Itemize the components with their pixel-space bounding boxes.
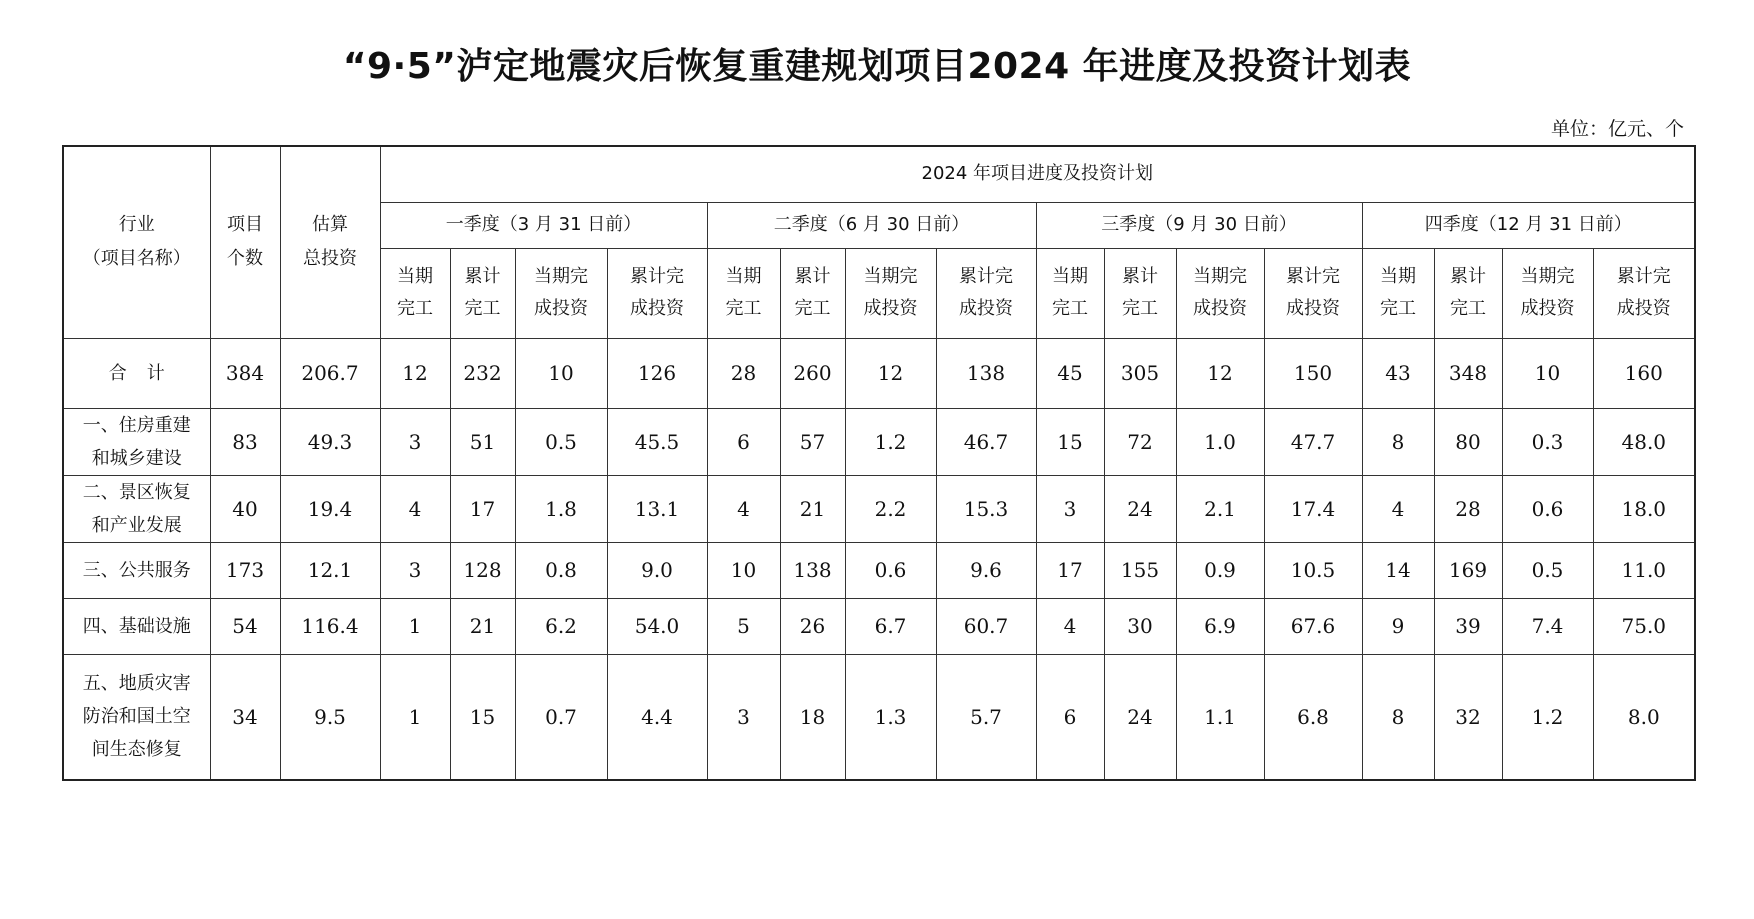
header-subcolumn-line: 累计完 (1286, 266, 1340, 287)
row-value-cell: 18.0 (1593, 475, 1695, 542)
header-subcolumn (1036, 248, 1104, 338)
header-subcolumn-line: 完工 (1450, 298, 1486, 319)
header-subcolumn-line: 当期 (397, 266, 433, 287)
header-subcolumn (1176, 248, 1264, 338)
row-estimated-investment: 49.3 (280, 408, 380, 475)
row-industry-name-line: 防治和国土空 (82, 706, 191, 728)
row-value-cell: 46.7 (936, 408, 1036, 475)
row-industry-name (63, 542, 210, 598)
row-value-cell: 1 (380, 654, 450, 780)
header-subcolumn-line: 累计 (464, 266, 501, 287)
row-value-cell: 26 (780, 598, 845, 654)
row-value-cell: 0.5 (1502, 542, 1593, 598)
header-subcolumn-line: 完工 (397, 298, 433, 319)
row-estimated-investment: 12.1 (280, 542, 380, 598)
row-value-cell: 54.0 (607, 598, 707, 654)
row-value-cell: 160 (1593, 338, 1695, 408)
row-value-cell: 1.0 (1176, 408, 1264, 475)
row-project-count: 54 (210, 598, 280, 654)
header-subcolumn-line: 成投资 (959, 298, 1013, 319)
row-value-cell: 6.7 (845, 598, 936, 654)
row-value-cell: 169 (1434, 542, 1502, 598)
row-value-cell: 32 (1434, 654, 1502, 780)
row-value-cell: 14 (1362, 542, 1434, 598)
row-value-cell: 47.7 (1264, 408, 1362, 475)
header-subcolumn (607, 248, 707, 338)
table-row (63, 542, 1695, 598)
table-row (63, 338, 1695, 408)
row-value-cell: 80 (1434, 408, 1502, 475)
row-value-cell: 15 (1036, 408, 1104, 475)
row-value-cell: 6.8 (1264, 654, 1362, 780)
row-industry-name (63, 338, 210, 408)
header-count (210, 146, 280, 338)
row-value-cell: 6 (707, 408, 780, 475)
row-value-cell: 10 (707, 542, 780, 598)
header-subcolumn-line: 累计完 (1616, 266, 1671, 287)
row-value-cell: 5.7 (936, 654, 1036, 780)
row-value-cell: 10 (515, 338, 607, 408)
row-estimated-investment: 9.5 (280, 654, 380, 780)
row-value-cell: 45 (1036, 338, 1104, 408)
row-value-cell: 4.4 (607, 654, 707, 780)
header-subcolumn-line: 成投资 (1193, 298, 1247, 319)
row-value-cell: 0.6 (845, 542, 936, 598)
header-subcolumn (1104, 248, 1176, 338)
header-estimate-line: 总投资 (303, 248, 357, 270)
row-estimated-investment: 19.4 (280, 475, 380, 542)
row-value-cell: 10.5 (1264, 542, 1362, 598)
header-quarter: 三季度（9 月 30 日前） (1036, 202, 1362, 248)
row-value-cell: 3 (707, 654, 780, 780)
header-quarter: 四季度（12 月 31 日前） (1362, 202, 1695, 248)
header-subcolumn-line: 完工 (1380, 298, 1416, 319)
row-industry-name-line: 四、基础设施 (82, 615, 191, 637)
row-value-cell: 1.8 (515, 475, 607, 542)
row-industry-name-line: 和城乡建设 (91, 447, 182, 469)
header-subcolumn-line: 累计 (794, 266, 831, 287)
header-industry (63, 146, 210, 338)
header-plan-group: 2024 年项目进度及投资计划 (380, 146, 1695, 202)
row-industry-name-line: 一、住房重建 (82, 414, 191, 436)
row-project-count: 34 (210, 654, 280, 780)
row-value-cell: 2.1 (1176, 475, 1264, 542)
row-estimated-investment: 116.4 (280, 598, 380, 654)
header-quarter: 二季度（6 月 30 日前） (707, 202, 1036, 248)
row-value-cell: 0.7 (515, 654, 607, 780)
row-value-cell: 1.3 (845, 654, 936, 780)
row-value-cell: 2.2 (845, 475, 936, 542)
row-value-cell: 126 (607, 338, 707, 408)
row-value-cell: 18 (780, 654, 845, 780)
row-value-cell: 21 (780, 475, 845, 542)
row-value-cell: 7.4 (1502, 598, 1593, 654)
row-industry-name-line: 和产业发展 (91, 514, 182, 536)
header-subcolumn-line: 成投资 (1616, 298, 1671, 319)
header-subcolumn-line: 累计 (1450, 266, 1486, 287)
table-row (63, 598, 1695, 654)
header-subcolumn-line: 完工 (725, 298, 762, 319)
unit-note: 单位：亿元、个 (1550, 118, 1684, 140)
header-subcolumn (780, 248, 845, 338)
header-subcolumn (450, 248, 515, 338)
header-estimate (280, 146, 380, 338)
row-value-cell: 260 (780, 338, 845, 408)
row-value-cell: 4 (1362, 475, 1434, 542)
table-row (63, 408, 1695, 475)
row-value-cell: 28 (707, 338, 780, 408)
row-value-cell: 10 (1502, 338, 1593, 408)
row-value-cell: 232 (450, 338, 515, 408)
header-subcolumn-line: 累计完 (959, 266, 1013, 287)
row-value-cell: 1.2 (845, 408, 936, 475)
row-industry-name (63, 654, 210, 780)
header-count-line: 个数 (227, 248, 263, 270)
row-industry-name (63, 408, 210, 475)
row-value-cell: 45.5 (607, 408, 707, 475)
row-value-cell: 13.1 (607, 475, 707, 542)
row-value-cell: 128 (450, 542, 515, 598)
row-value-cell: 17.4 (1264, 475, 1362, 542)
row-value-cell: 305 (1104, 338, 1176, 408)
row-value-cell: 39 (1434, 598, 1502, 654)
header-subcolumn-line: 成投资 (1520, 298, 1575, 319)
row-project-count: 40 (210, 475, 280, 542)
row-value-cell: 8.0 (1593, 654, 1695, 780)
header-subcolumn-line: 成投资 (630, 298, 684, 319)
row-value-cell: 48.0 (1593, 408, 1695, 475)
row-value-cell: 1 (380, 598, 450, 654)
row-industry-name-line: 二、景区恢复 (82, 481, 191, 503)
header-subcolumn-line: 当期完 (534, 266, 588, 287)
row-value-cell: 9 (1362, 598, 1434, 654)
row-value-cell: 15 (450, 654, 515, 780)
row-value-cell: 51 (450, 408, 515, 475)
row-value-cell: 12 (380, 338, 450, 408)
row-value-cell: 67.6 (1264, 598, 1362, 654)
header-count-line: 项目 (227, 214, 263, 236)
row-value-cell: 75.0 (1593, 598, 1695, 654)
row-estimated-investment: 206.7 (280, 338, 380, 408)
row-value-cell: 348 (1434, 338, 1502, 408)
row-value-cell: 43 (1362, 338, 1434, 408)
row-industry-name (63, 475, 210, 542)
row-value-cell: 6.2 (515, 598, 607, 654)
row-value-cell: 138 (936, 338, 1036, 408)
progress-investment-table (62, 145, 1696, 781)
row-value-cell: 5 (707, 598, 780, 654)
header-subcolumn-line: 完工 (794, 298, 831, 319)
header-subcolumn-line: 成投资 (534, 298, 588, 319)
row-value-cell: 4 (1036, 598, 1104, 654)
header-industry-line: 行业 (118, 214, 155, 236)
row-value-cell: 9.0 (607, 542, 707, 598)
row-value-cell: 12 (845, 338, 936, 408)
header-subcolumn-line: 完工 (464, 298, 501, 319)
header-subcolumn (1593, 248, 1695, 338)
table-row (63, 475, 1695, 542)
row-value-cell: 21 (450, 598, 515, 654)
header-subcolumn-line: 当期完 (1520, 266, 1575, 287)
row-project-count: 173 (210, 542, 280, 598)
row-value-cell: 1.2 (1502, 654, 1593, 780)
header-subcolumn-line: 成投资 (1286, 298, 1340, 319)
row-value-cell: 30 (1104, 598, 1176, 654)
header-estimate-line: 估算 (312, 214, 348, 236)
row-value-cell: 155 (1104, 542, 1176, 598)
page-title: “9·5”泸定地震灾后恢复重建规划项目2024 年进度及投资计划表 (342, 46, 1412, 87)
row-value-cell: 15.3 (936, 475, 1036, 542)
row-value-cell: 6.9 (1176, 598, 1264, 654)
header-subcolumn-line: 累计完 (630, 266, 684, 287)
row-value-cell: 3 (1036, 475, 1104, 542)
row-value-cell: 8 (1362, 654, 1434, 780)
row-value-cell: 17 (1036, 542, 1104, 598)
header-subcolumn-line: 累计 (1122, 266, 1158, 287)
row-value-cell: 0.5 (515, 408, 607, 475)
row-project-count: 83 (210, 408, 280, 475)
header-subcolumn-line: 当期完 (863, 266, 918, 287)
row-value-cell: 8 (1362, 408, 1434, 475)
row-value-cell: 11.0 (1593, 542, 1695, 598)
row-value-cell: 57 (780, 408, 845, 475)
row-value-cell: 3 (380, 542, 450, 598)
row-value-cell: 9.6 (936, 542, 1036, 598)
row-value-cell: 4 (380, 475, 450, 542)
row-value-cell: 150 (1264, 338, 1362, 408)
header-subcolumn (380, 248, 450, 338)
header-subcolumn (1362, 248, 1434, 338)
header-subcolumn-line: 当期 (1052, 266, 1088, 287)
row-industry-name-line: 五、地质灾害 (82, 673, 191, 695)
header-subcolumn-line: 当期 (725, 266, 762, 287)
header-subcolumn-line: 完工 (1052, 298, 1088, 319)
row-value-cell: 72 (1104, 408, 1176, 475)
header-subcolumn (1434, 248, 1502, 338)
row-value-cell: 28 (1434, 475, 1502, 542)
header-subcolumn (845, 248, 936, 338)
row-project-count: 384 (210, 338, 280, 408)
row-industry-name (63, 598, 210, 654)
row-value-cell: 0.6 (1502, 475, 1593, 542)
header-subcolumn-line: 成投资 (863, 298, 918, 319)
row-value-cell: 24 (1104, 654, 1176, 780)
row-industry-name-line: 三、公共服务 (82, 559, 191, 581)
row-value-cell: 24 (1104, 475, 1176, 542)
row-value-cell: 138 (780, 542, 845, 598)
row-value-cell: 1.1 (1176, 654, 1264, 780)
row-industry-name-line: 合计 (108, 362, 185, 384)
row-value-cell: 60.7 (936, 598, 1036, 654)
header-industry-line: （项目名称） (82, 248, 191, 270)
header-subcolumn (1502, 248, 1593, 338)
row-industry-name-line: 间生态修复 (91, 739, 182, 761)
header-subcolumn (936, 248, 1036, 338)
row-value-cell: 3 (380, 408, 450, 475)
row-value-cell: 4 (707, 475, 780, 542)
header-quarter: 一季度（3 月 31 日前） (380, 202, 707, 248)
header-subcolumn-line: 完工 (1122, 298, 1158, 319)
row-value-cell: 12 (1176, 338, 1264, 408)
row-value-cell: 0.9 (1176, 542, 1264, 598)
header-subcolumn-line: 当期 (1380, 266, 1416, 287)
header-subcolumn-line: 当期完 (1193, 266, 1247, 287)
row-value-cell: 0.3 (1502, 408, 1593, 475)
header-subcolumn (1264, 248, 1362, 338)
row-value-cell: 6 (1036, 654, 1104, 780)
header-subcolumn (515, 248, 607, 338)
row-value-cell: 0.8 (515, 542, 607, 598)
row-value-cell: 17 (450, 475, 515, 542)
header-subcolumn (707, 248, 780, 338)
table-row (63, 654, 1695, 780)
